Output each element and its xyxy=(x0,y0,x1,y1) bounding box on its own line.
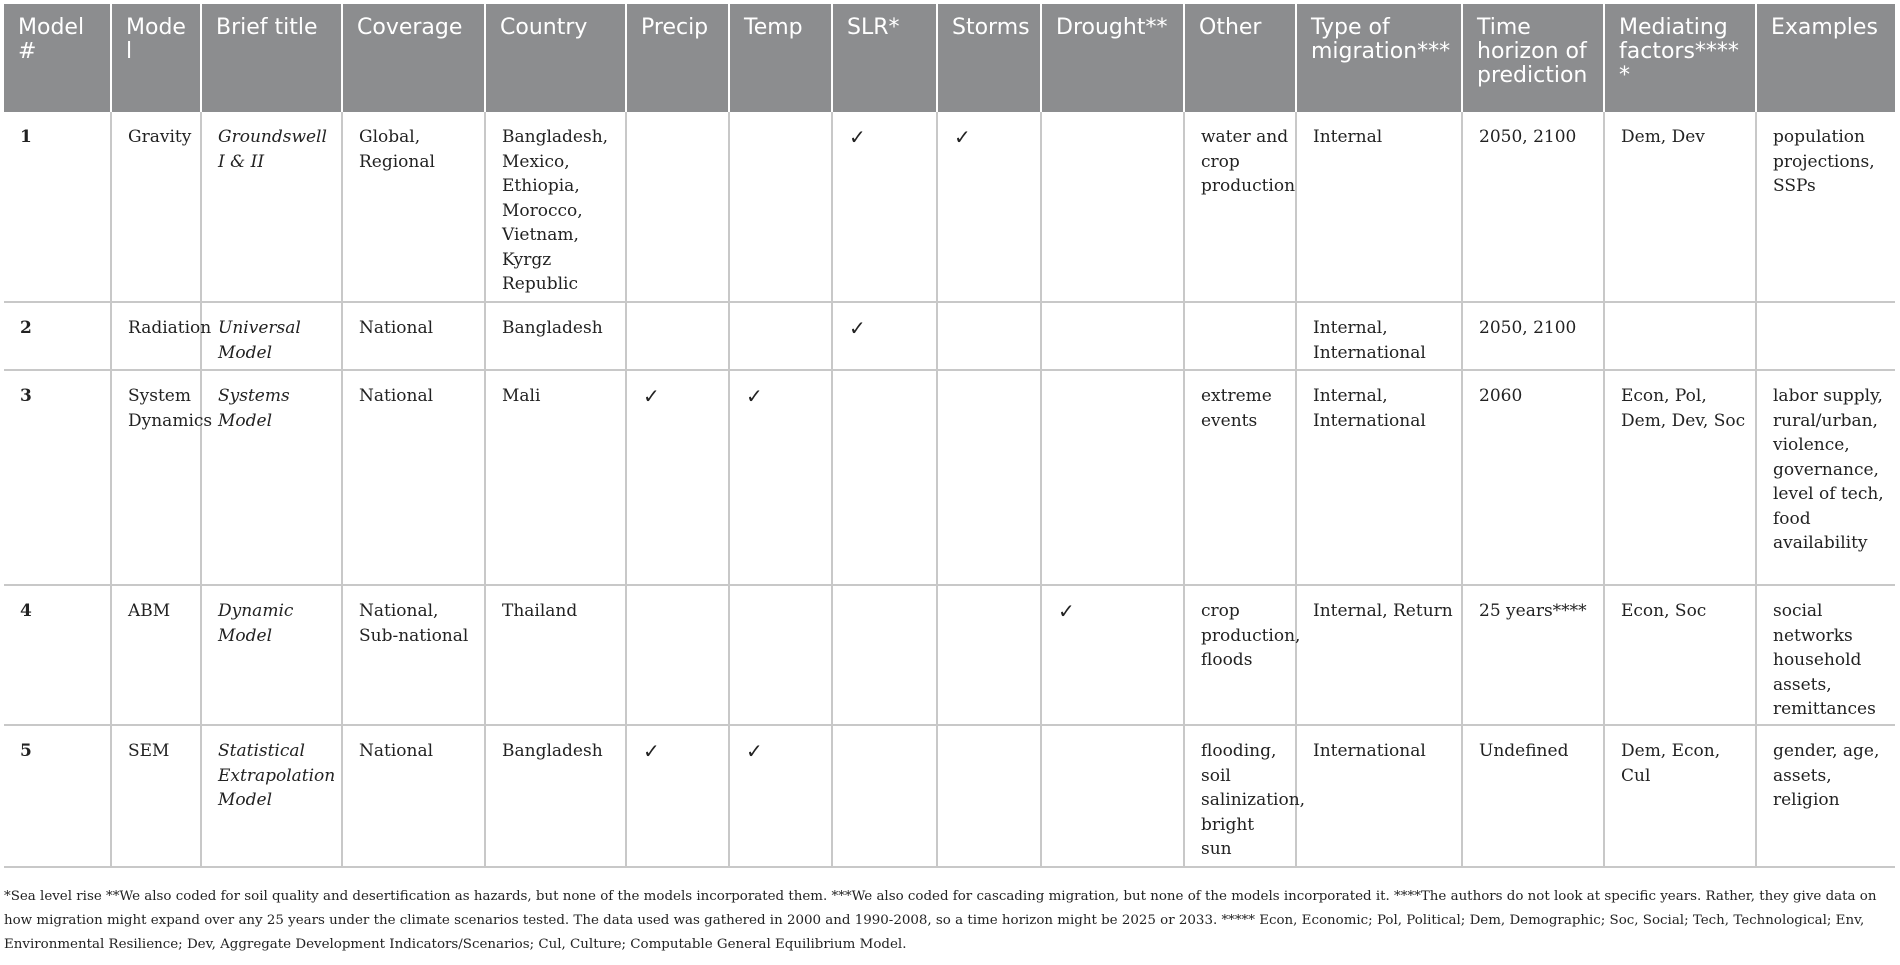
header-storms: Storms xyxy=(937,4,1041,112)
cell-examples xyxy=(1756,302,1895,370)
cell-storms xyxy=(937,725,1041,867)
header-time-horizon: Time horizon of prediction xyxy=(1462,4,1604,112)
header-temp: Temp xyxy=(729,4,832,112)
header-row xyxy=(4,4,1895,112)
table-row xyxy=(4,370,1895,585)
header-precip: Precip xyxy=(626,4,729,112)
cell-type-of-migration: Internal, International xyxy=(1296,302,1462,370)
header-brief-title: Brief title xyxy=(201,4,342,112)
cell-type-of-migration: International xyxy=(1296,725,1462,867)
cell-time-horizon: 2060 xyxy=(1462,370,1604,585)
cell-country: Bangladesh, Mexico, Ethiopia, Morocco, Vietnam, Kyrgz Republic xyxy=(485,112,626,302)
table-row xyxy=(4,725,1895,867)
cell-examples: population projections, SSPs xyxy=(1756,112,1895,302)
header-type-of-migration: Type of migration*** xyxy=(1296,4,1462,112)
cell-type-of-migration: Internal, Return xyxy=(1296,585,1462,725)
header-mediating-factors: Mediating factors***** xyxy=(1604,4,1756,112)
cell-temp xyxy=(729,302,832,370)
cell-model-number: 2 xyxy=(4,302,111,370)
cell-country: Mali xyxy=(485,370,626,585)
cell-temp: ✓ xyxy=(729,725,832,867)
cell-other xyxy=(1184,302,1296,370)
header-coverage: Coverage xyxy=(342,4,485,112)
cell-type-of-migration: Internal, International xyxy=(1296,370,1462,585)
cell-precip xyxy=(626,585,729,725)
cell-model-number: 3 xyxy=(4,370,111,585)
cell-model: Radiation xyxy=(111,302,201,370)
cell-model: SEM xyxy=(111,725,201,867)
cell-drought xyxy=(1041,112,1184,302)
cell-time-horizon: 2050, 2100 xyxy=(1462,302,1604,370)
header-model-number: Model # xyxy=(4,4,111,112)
cell-model-number: 1 xyxy=(4,112,111,302)
cell-brief-title: Universal Model xyxy=(201,302,342,370)
cell-coverage: National xyxy=(342,302,485,370)
table-row xyxy=(4,585,1895,725)
cell-mediating-factors: Econ, Soc xyxy=(1604,585,1756,725)
cell-precip: ✓ xyxy=(626,725,729,867)
cell-brief-title: Statistical Extrapolation Model xyxy=(201,725,342,867)
cell-slr xyxy=(832,370,937,585)
cell-slr: ✓ xyxy=(832,302,937,370)
header-other: Other xyxy=(1184,4,1296,112)
cell-storms xyxy=(937,370,1041,585)
cell-mediating-factors: Econ, Pol, Dem, Dev, Soc xyxy=(1604,370,1756,585)
cell-other: water and crop production xyxy=(1184,112,1296,302)
cell-drought xyxy=(1041,370,1184,585)
cell-precip: ✓ xyxy=(626,370,729,585)
cell-storms: ✓ xyxy=(937,112,1041,302)
header-country: Country xyxy=(485,4,626,112)
cell-country: Bangladesh xyxy=(485,725,626,867)
cell-mediating-factors: Dem, Dev xyxy=(1604,112,1756,302)
cell-examples: labor supply, rural/urban, violence, governance, level of tech, food availability xyxy=(1756,370,1895,585)
table-footnote: *Sea level rise **We also coded for soil quality and desertification as hazards, but none of the models incorporated them. ***We also coded for cascading migration, but none of the models incorporated it. ****The authors do not look at specific years. Rather, they give data on how migration might expand over any 25 years under the climate scenarios tested. The data used was gathered in 2000 and 1990-2008, so a time horizon might be 2025 or 2033. ***** Econ, Economic; Pol, Political; Dem, Demographic; Soc, Social; Tech, Technological; Env, Environmental Resilience; Dev, Aggregate Development Indicators/Scenarios; Cul, Culture; Computable General Equilibrium Model. xyxy=(4,889,1877,952)
cell-precip xyxy=(626,112,729,302)
cell-model-number: 4 xyxy=(4,585,111,725)
cell-time-horizon: 2050, 2100 xyxy=(1462,112,1604,302)
header-examples: Examples xyxy=(1756,4,1895,112)
cell-slr xyxy=(832,585,937,725)
cell-slr: ✓ xyxy=(832,112,937,302)
cell-model: Gravity xyxy=(111,112,201,302)
cell-brief-title: Systems Model xyxy=(201,370,342,585)
cell-storms xyxy=(937,585,1041,725)
cell-coverage: National, Sub-national xyxy=(342,585,485,725)
cell-model: ABM xyxy=(111,585,201,725)
cell-drought xyxy=(1041,725,1184,867)
models-table-container xyxy=(4,4,1895,868)
cell-model: System Dynamics xyxy=(111,370,201,585)
cell-drought xyxy=(1041,302,1184,370)
cell-storms xyxy=(937,302,1041,370)
cell-model-number: 5 xyxy=(4,725,111,867)
cell-other: flooding, soil salinization, bright sun xyxy=(1184,725,1296,867)
table-row xyxy=(4,302,1895,370)
cell-temp: ✓ xyxy=(729,370,832,585)
cell-temp xyxy=(729,112,832,302)
cell-brief-title: Dynamic Model xyxy=(201,585,342,725)
migration-models-table xyxy=(4,4,1895,868)
cell-drought: ✓ xyxy=(1041,585,1184,725)
cell-mediating-factors xyxy=(1604,302,1756,370)
header-slr: SLR* xyxy=(832,4,937,112)
table-row xyxy=(4,112,1895,302)
cell-slr xyxy=(832,725,937,867)
cell-examples: gender, age, assets, religion xyxy=(1756,725,1895,867)
cell-time-horizon: Undefined xyxy=(1462,725,1604,867)
cell-temp xyxy=(729,585,832,725)
cell-country: Thailand xyxy=(485,585,626,725)
cell-precip xyxy=(626,302,729,370)
cell-country: Bangladesh xyxy=(485,302,626,370)
cell-coverage: National xyxy=(342,725,485,867)
cell-coverage: National xyxy=(342,370,485,585)
header-model: Model xyxy=(111,4,201,112)
cell-other: extreme events xyxy=(1184,370,1296,585)
cell-coverage: Global, Regional xyxy=(342,112,485,302)
cell-brief-title: Groundswell I & II xyxy=(201,112,342,302)
cell-type-of-migration: Internal xyxy=(1296,112,1462,302)
cell-mediating-factors: Dem, Econ, Cul xyxy=(1604,725,1756,867)
cell-examples: social networks household assets, remittances xyxy=(1756,585,1895,725)
cell-time-horizon: 25 years**** xyxy=(1462,585,1604,725)
header-drought: Drought** xyxy=(1041,4,1184,112)
cell-other: crop production, floods xyxy=(1184,585,1296,725)
